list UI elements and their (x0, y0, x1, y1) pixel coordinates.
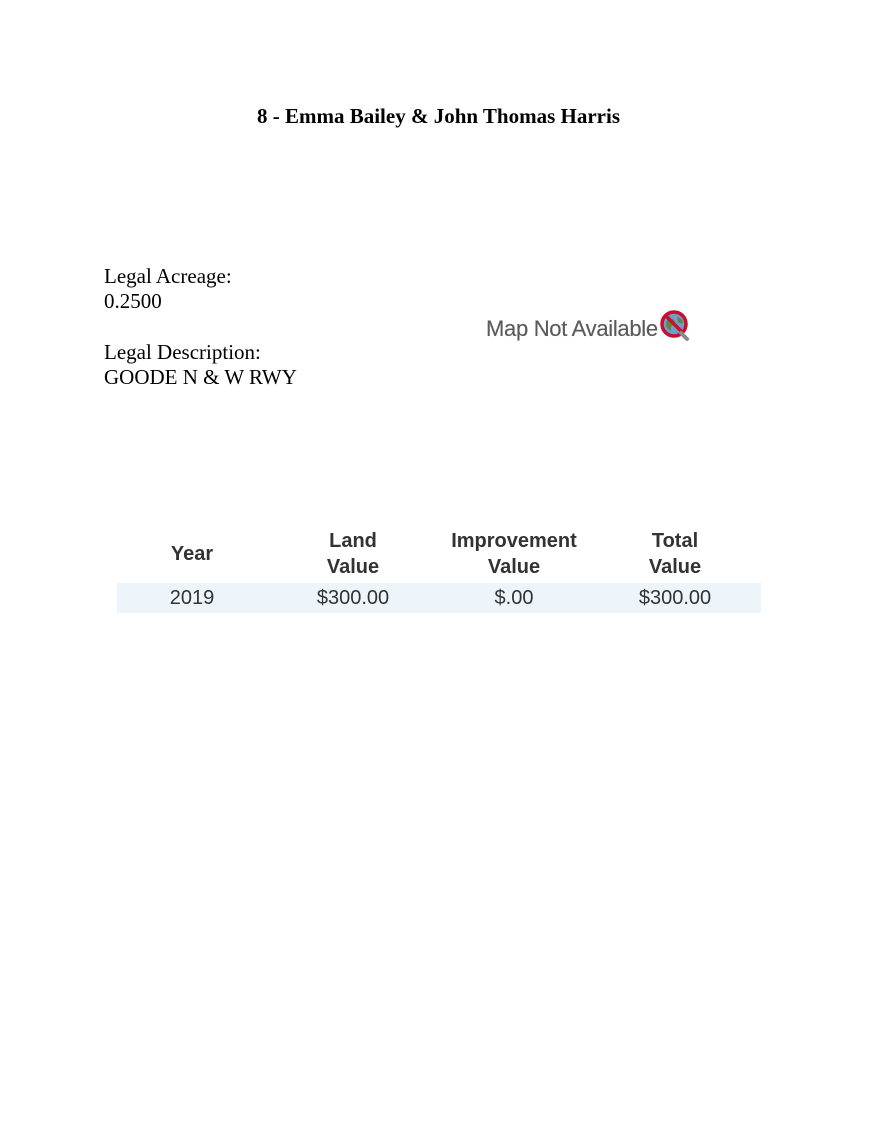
no-map-icon (657, 308, 693, 344)
header-improvement-value: Improvement Value (451, 529, 577, 578)
legal-description-label: Legal Description: (104, 340, 261, 364)
cell-year: 2019 (117, 583, 267, 613)
table-row (117, 583, 761, 613)
header-total-value: Total Value (648, 529, 702, 578)
header-year: Year (170, 542, 214, 565)
page-title: 8 - Emma Bailey & John Thomas Harris (256, 104, 621, 128)
table-header-row (117, 527, 761, 583)
spacer (104, 314, 297, 340)
legal-description-value: GOODE N & W RWY (104, 365, 297, 389)
header-land-value: Land Value (326, 529, 380, 578)
legal-acreage-label: Legal Acreage: (104, 264, 232, 288)
legal-acreage-value: 0.2500 (104, 289, 162, 313)
valuation-table (117, 527, 761, 613)
cell-land-value: $300.00 (267, 583, 439, 613)
cell-improvement-value: $.00 (439, 583, 589, 613)
map-not-available (486, 311, 693, 347)
cell-total-value: $300.00 (589, 583, 761, 613)
legal-info (104, 264, 297, 390)
map-not-available-text: Map Not Available (486, 316, 658, 341)
